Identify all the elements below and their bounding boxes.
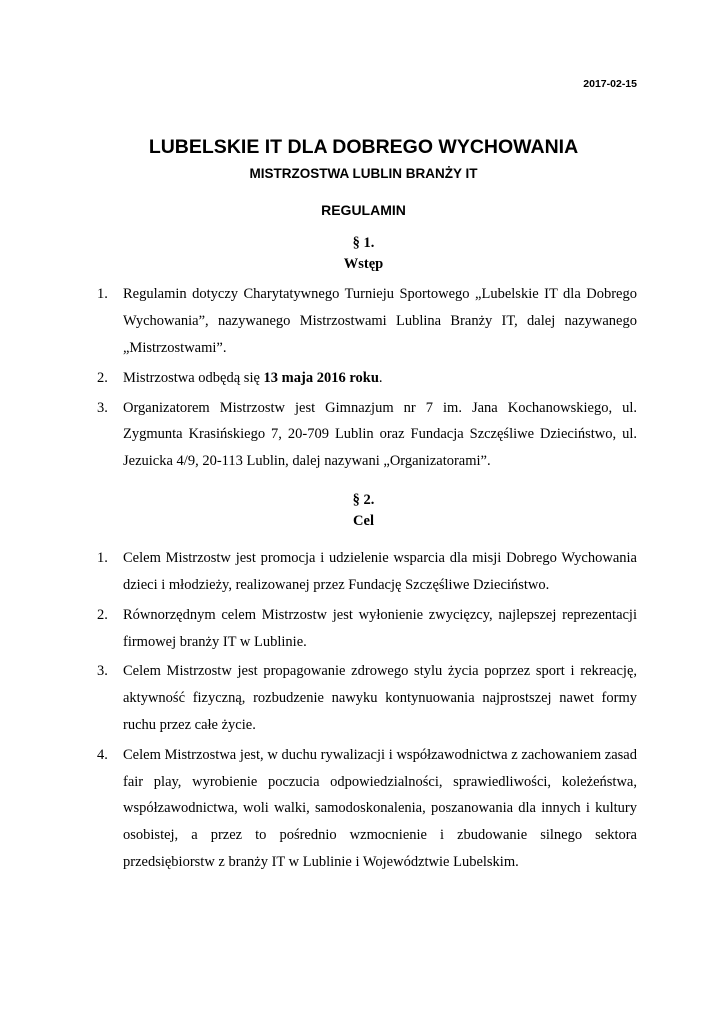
list-item-text: Regulamin dotyczy Charytatywnego Turnieju Sportowego „Lubelskie IT dla Dobrego Wychowania”, nazywanego Mistrzostwami Lublina Branży IT, dalej nazywanego „Mistrzostwami”. <box>123 286 637 357</box>
list-item <box>90 281 637 361</box>
document-date: 2017-02-15 <box>583 78 637 90</box>
list-item-text: Organizatorem Mistrzostw jest Gimnazjum nr 7 im. Jana Kochanowskiego, ul. Zygmunta Krasińskiego 7, 20-709 Lublin oraz Fundacja Szczęśliwe Dzieciństwo, ul. Jezuicka 4/9, 20-113 Lublin, dalej nazywani „Organizatorami”. <box>123 399 637 470</box>
list-item <box>90 545 637 599</box>
document-body <box>90 233 637 876</box>
document-section <box>90 233 637 475</box>
list-item-text: Celem Mistrzostw jest promocja i udzielenie wsparcia dla misji Dobrego Wychowania dzieci i młodzieży, realizowanej przez Fundację Szczęśliwe Dzieciństwo. <box>123 550 637 593</box>
list-item <box>90 658 637 738</box>
section-number: § 2. <box>352 492 375 509</box>
document-title: LUBELSKIE IT DLA DOBREGO WYCHOWANIA <box>148 136 579 158</box>
section-number: § 1. <box>352 235 375 252</box>
list-item-text: Równorzędnym celem Mistrzostw jest wyłonienie zwycięzcy, najlepszej reprezentacji firmowej branży IT w Lublinie. <box>123 606 637 650</box>
list-item-text: Celem Mistrzostw jest propagowanie zdrowego stylu życia poprzez sport i rekreację, aktywność fizyczną, rozbudzenie nawyku kontynuowania najprostszej nawet formy ruchu przez całe życie. <box>123 663 637 733</box>
section-item-list <box>90 545 637 876</box>
list-item-text-bold: 13 maja 2016 roku <box>263 369 379 386</box>
list-item-text: Mistrzostwa odbędą się <box>123 369 264 386</box>
section-title: Wstęp <box>343 256 384 273</box>
list-item-text: . <box>378 369 383 386</box>
list-item <box>90 742 637 876</box>
document-heading: REGULAMIN <box>321 201 406 218</box>
document-subtitle: MISTRZOSTWA LUBLIN BRANŻY IT <box>249 166 478 182</box>
list-item <box>90 395 637 475</box>
list-item-text: Celem Mistrzostwa jest, w duchu rywalizacji i współzawodnictwa z zachowaniem zasad fair play, wyrobienie poczucia odpowiedzialności, sprawiedliwości, koleżeństwa, współzawodnictwa, woli walki, samodoskonalenia, poszanowania dla innych i kultury osobistej, a przez to pośrednio wzmocnienie i zbudowanie silnego sektora przedsiębiorstw z branży IT w Lublinie i Województwie Lubelskim. <box>123 746 637 871</box>
section-item-list <box>90 281 637 475</box>
list-item <box>90 365 637 392</box>
list-item <box>90 602 637 656</box>
section-title: Cel <box>353 513 374 530</box>
document-section <box>90 490 637 876</box>
